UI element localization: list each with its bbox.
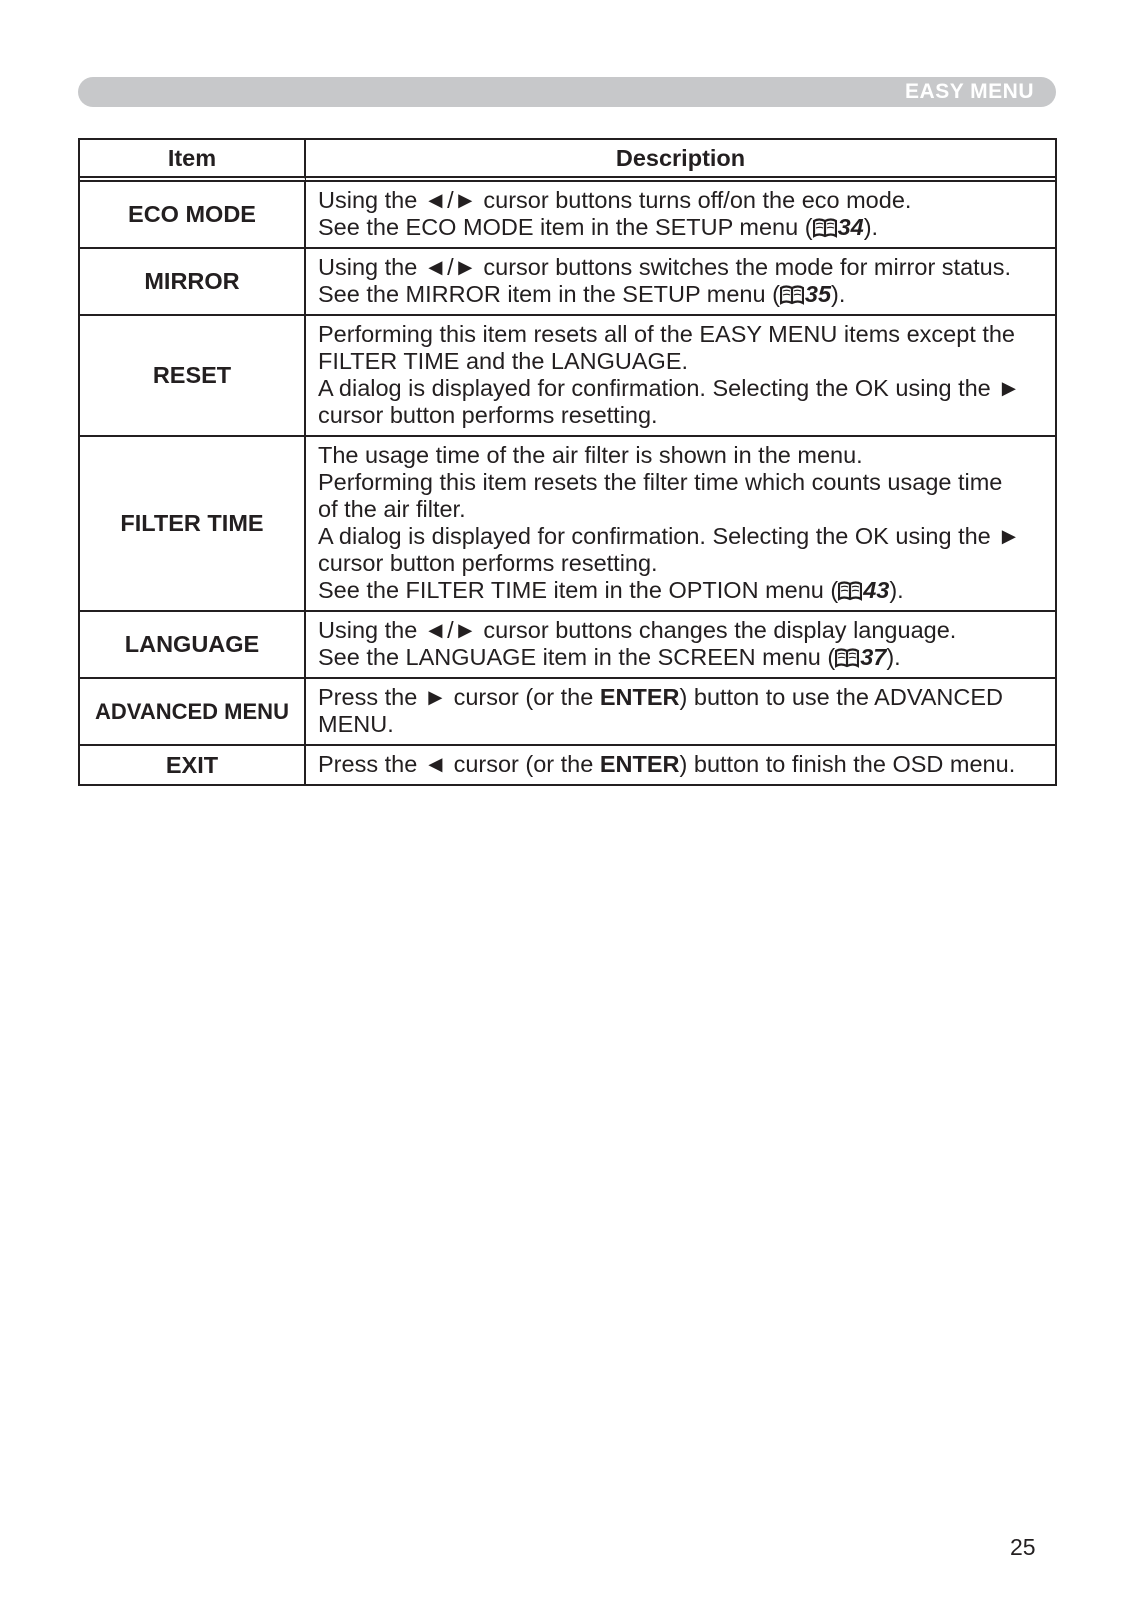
table-header-row <box>80 140 1055 182</box>
table-row <box>80 182 1055 249</box>
description-text: See the LANGUAGE item in the SCREEN menu ( <box>318 644 836 670</box>
description-cell <box>306 316 1055 437</box>
description-line: A dialog is displayed for confirmation. Selecting the OK using the ► <box>318 375 1021 401</box>
description-line <box>318 644 1045 671</box>
table-row <box>80 437 1055 612</box>
description-text: ) button to finish the OSD menu. <box>679 751 1016 777</box>
description-text: ). <box>863 214 879 240</box>
page-reference[interactable]: 43 <box>863 577 890 603</box>
description-text: ). <box>889 577 904 603</box>
description-line: Using the ◄/► cursor buttons switches the mode for mirror status. <box>318 254 1012 280</box>
description-text: Press the ◄ cursor (or the <box>318 751 600 777</box>
description-line: A dialog is displayed for confirmation. Selecting the OK using the ► <box>318 523 1021 549</box>
table-row <box>80 746 1055 784</box>
item-mirror: MIRROR <box>80 249 306 316</box>
item-advanced-menu: ADVANCED MENU <box>80 679 306 746</box>
book-icon <box>780 285 804 305</box>
description-line <box>318 214 1045 241</box>
page-reference[interactable]: 37 <box>860 644 887 670</box>
item-eco-mode: ECO MODE <box>80 182 306 249</box>
description-line: MENU. <box>318 711 394 737</box>
description-line: The usage time of the air filter is shown in the menu. <box>318 442 863 468</box>
item-filter-time: FILTER TIME <box>80 437 306 612</box>
description-text: ). <box>886 644 901 670</box>
table-row <box>80 249 1055 316</box>
section-header-bar <box>78 77 1056 107</box>
description-cell <box>306 746 1055 784</box>
page-number: 25 <box>1010 1534 1036 1560</box>
easy-menu-table <box>78 138 1057 786</box>
description-text: See the ECO MODE item in the SETUP menu ( <box>318 214 813 240</box>
description-line: Performing this item resets all of the EASY MENU items except the <box>318 321 1016 347</box>
description-line: FILTER TIME and the LANGUAGE. <box>318 348 689 374</box>
description-text: Press the ► cursor (or the <box>318 684 600 710</box>
book-icon <box>838 581 862 601</box>
description-line: Performing this item resets the filter time which counts usage time <box>318 469 1003 495</box>
enter-key-label: ENTER <box>599 684 680 710</box>
description-line: cursor button performs resetting. <box>318 402 658 428</box>
description-cell <box>306 182 1055 249</box>
description-text: ) button to use the ADVANCED <box>679 684 1004 710</box>
description-cell <box>306 612 1055 679</box>
description-cell <box>306 249 1055 316</box>
column-header-description: Description <box>306 140 1055 182</box>
enter-key-label: ENTER <box>599 751 680 777</box>
page-reference[interactable]: 35 <box>804 281 832 307</box>
page-reference[interactable]: 34 <box>837 214 864 240</box>
book-icon <box>835 648 859 668</box>
description-line <box>318 577 1045 604</box>
description-cell <box>306 437 1055 612</box>
book-icon <box>813 218 837 238</box>
section-title: EASY MENU <box>905 80 1034 103</box>
table-row <box>80 612 1055 679</box>
description-line: Using the ◄/► cursor buttons changes the display language. <box>318 617 957 643</box>
description-line <box>318 281 1045 308</box>
description-text: See the MIRROR item in the SETUP menu ( <box>318 281 780 307</box>
column-header-item: Item <box>80 140 306 182</box>
description-line: cursor button performs resetting. <box>318 550 658 576</box>
item-reset: RESET <box>80 316 306 437</box>
table-row <box>80 679 1055 746</box>
item-language: LANGUAGE <box>80 612 306 679</box>
description-line: of the air filter. <box>318 496 466 522</box>
description-line <box>318 684 1045 711</box>
description-line <box>318 751 1045 778</box>
description-cell <box>306 679 1055 746</box>
description-line: Using the ◄/► cursor buttons turns off/on the eco mode. <box>318 187 912 213</box>
table-row <box>80 316 1055 437</box>
description-text: See the FILTER TIME item in the OPTION menu ( <box>318 577 839 603</box>
description-text: ). <box>831 281 846 307</box>
item-exit: EXIT <box>80 746 306 784</box>
